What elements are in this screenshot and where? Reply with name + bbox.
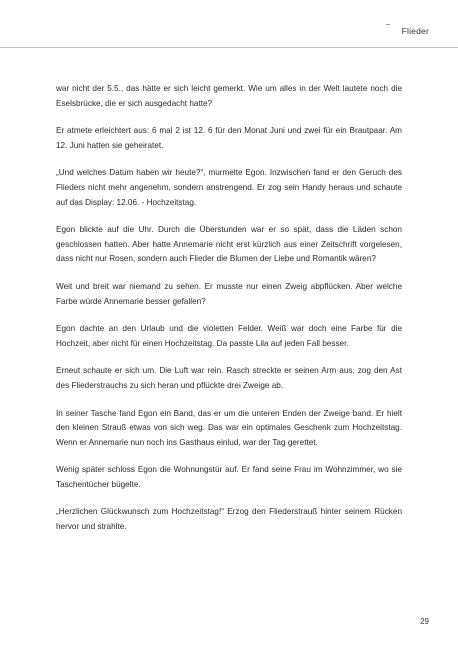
header-tick — [386, 24, 390, 25]
paragraph: Weit und breit war niemand zu sehen. Er musste nur einen Zweig abpflücken. Aber welche Farbe würde Annemarie besser gefallen? — [56, 281, 402, 306]
paragraph: war nicht der 5.5., das hätte er sich leicht gemerkt. Wie um alles in der Welt lautete noch die Eselsbrücke, die er sich ausgedacht hatte? — [56, 84, 402, 108]
running-title: Flieder — [401, 26, 429, 36]
header-divider — [0, 47, 458, 48]
paragraph: Egon blickte auf die Uhr. Durch die Überstunden war er so spät, dass die Läden schon geschlossen hatten. Aber hatte Annemarie nicht erst kürzlich aus einer Zeitschrift vorgelesen, dass nicht nur Rosen, sondern auch Flieder die Blumen der Liebe und Romantik wären? — [56, 225, 402, 264]
paragraph: In seiner Tasche fand Egon ein Band, das er um die unteren Enden der Zweige band. Er hielt den kleinen Strauß etwas von sich weg. Das war ein optimales Geschenk zum Hochzeitstag. Wenn er Annemarie nun noch ins Gasthaus einlud, war der Tag gerettet. — [56, 408, 402, 447]
page-number: 29 — [420, 617, 429, 626]
paragraph: Er atmete erleichtert aus: 6 mal 2 ist 12. 6 für den Monat Juni und zwei für ein Brautpaar. Am 12. Juni hatten sie geheiratet. — [56, 126, 402, 150]
body-text — [56, 82, 402, 548]
paragraph: Wenig später schloss Egon die Wohnungstür auf. Er fand seine Frau im Wohnzimmer, wo sie Taschentücher bügelte. — [56, 465, 402, 489]
page-header — [0, 0, 458, 48]
paragraph: „Herzlichen Glückwunsch zum Hochzeitstag!“ Erzog den Fliederstrauß hinter seinem Rücken hervor und strahlte. — [56, 507, 402, 532]
paragraph: „Und welches Datum haben wir heute?“, murmelte Egon. Inzwischen fand er den Geruch des Flieders nicht mehr angenehm, sondern anstrengend. Er zog sein Handy heraus und schaute auf das Display: 12.06. - Hochzeitstag. — [56, 168, 402, 207]
paragraph: Egon dachte an den Urlaub und die violetten Felder. Weiß war doch eine Farbe für die Hochzeit, aber nicht für einen Hochzeitstag. Da passte Lila auf jeden Fall besser. — [56, 324, 402, 348]
paragraph: Erneut schaute er sich um. Die Luft war rein. Rasch streckte er seinen Arm aus, zog den Ast des Fliederstrauchs zu sich heran und pflückte drei Zweige ab. — [56, 366, 402, 390]
